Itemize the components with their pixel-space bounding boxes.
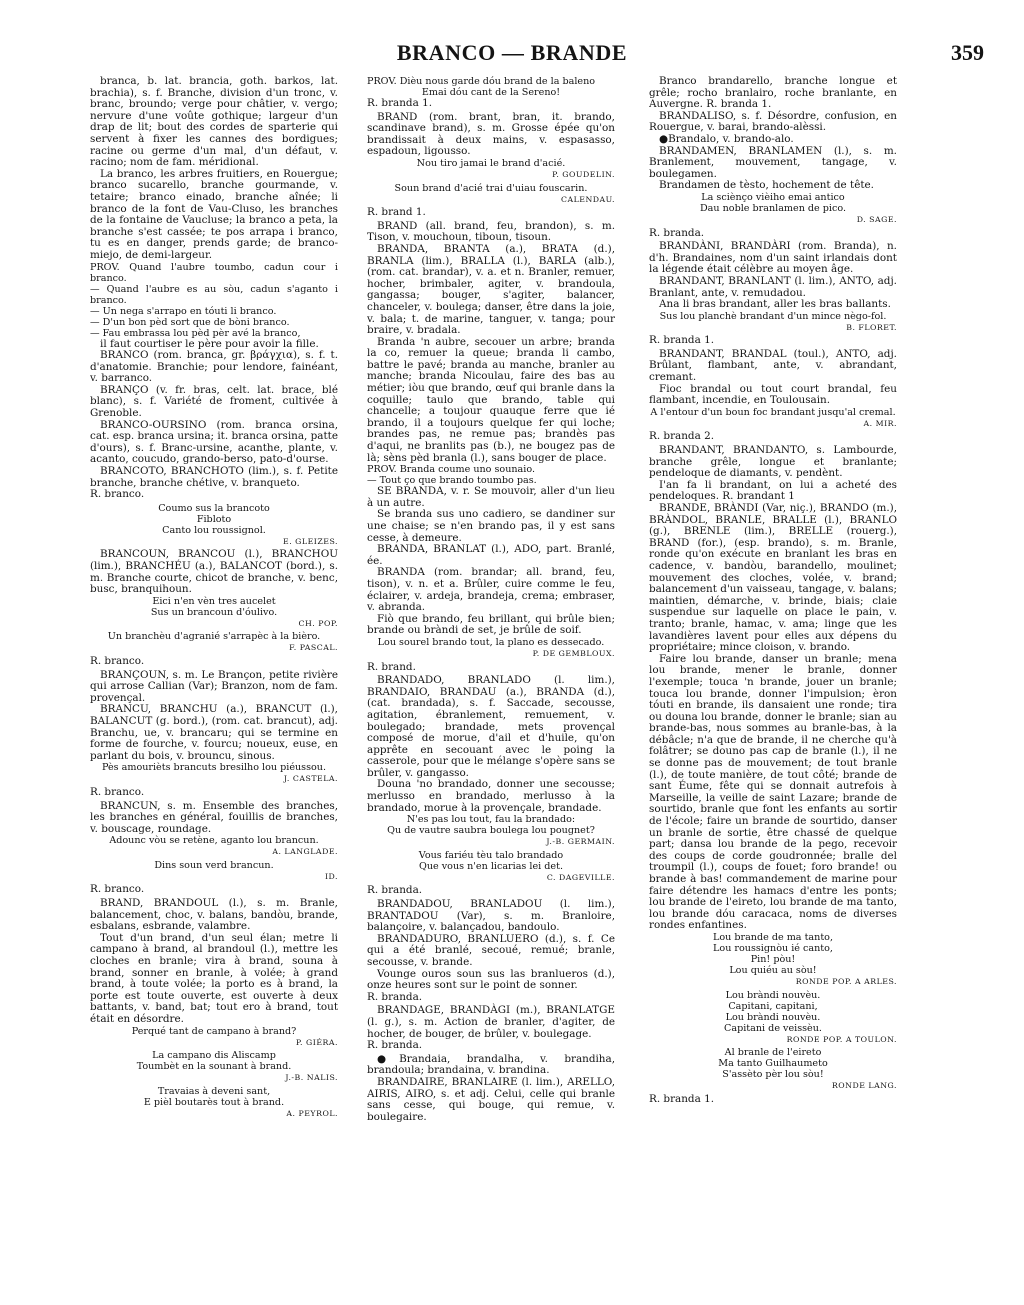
dictionary-source: RONDE POP. A ARLES. [795,976,897,986]
dictionary-ref: R. branco. [90,785,145,798]
dictionary-ref: R. branco. [90,883,145,896]
dictionary-entry: BRANDAIRE, BRANLAIRE (l. lim.), ARELLO, AIRIS, AIRO, s. et adj. Celui, celle qui branle sans cesse, qui bouge, qui remue, v. boulegaire. [367,1075,615,1123]
dictionary-entry: BRANDA, BRANLAT (l.), ADO, part. Branlé, ée. [367,543,615,567]
dictionary-proverb: PROV. Dièu nous garde dóu brand de la baleno [367,76,596,87]
dictionary-proverb: PROV. Branda coume uno sounaio. [367,464,536,476]
dictionary-entry: BRAND, BRANDOUL (l.), s. m. Branle, balancement, choc, v. balans, bandòu, brande, esbalans, esbrande, valambre. [90,897,338,933]
dictionary-source: ID. [324,871,338,881]
dictionary-source: D. SAGE. [856,214,897,224]
dictionary-quote: Lou quiéu au sòu! [729,964,817,976]
dictionary-quote: Pin! pòu! [750,953,796,965]
dictionary-entry: il faut courtiser le père pour avoir la fille. [100,337,319,350]
dictionary-entry: BRAND (all. brand, feu, brandon), s. m. Tison, v. mouchoun, tiboun, tisoun. [367,219,615,244]
dictionary-proverb: — Fau embrassa lou pèd pèr avé la branco, [90,327,301,339]
dictionary-ref: R. branco. [90,654,145,667]
dictionary-entry: Brandamen de tèsto, hochement de tête. [659,179,874,192]
dictionary-ref: R. brand 1. [367,206,426,219]
dictionary-source: J.-B. NALIS. [285,1073,338,1083]
dictionary-quote: Soun brand d'acié trai d'uiau fouscarin. [394,182,588,194]
dictionary-entry: BRANDANT, BRANDAL (toul.), ANTO, adj. Brûlant, flambant, ante, v. abrandant, cremant. [649,347,897,384]
dictionary-quote: Canto lou roussignol. [162,524,266,536]
dictionary-entry: BRANCOTO, BRANCHOTO (lim.), s. f. Petite branche, branche chétive, v. branqueto. [90,465,338,489]
dictionary-quote: Dau noble branlamen de pico. [699,202,847,214]
dictionary-quote: Nou tiro jamai le brand d'acié. [416,157,566,169]
dictionary-entry: BRANCO (rom. branca, gr. βράγχια), s. f. t. d'anatomie. Branchie; pour lendore, fainéant, v. barranco. [90,349,338,385]
dictionary-source: J.-B. GERMAIN. [546,837,615,847]
dictionary-entry: BRAND (rom. brant, bran, it. brando, scandinave brand), s. m. Grosse épée qu'on brandissait à deux mains, v. espasasso, espadoun, ligousso. [367,110,615,158]
dictionary-entry: BRANDA, BRANTA (a.), BRATA (d.), BRANLA (lim.), BRALLA (l.), BARLA (alb.), (rom. cat. brandar), v. a. et n. Branler, remuer, hocher, brimbaler, agiter, v. brandoula, gangassa; bouger, s'agiter, balancer, chanceler, v. boulega; danser, être dans la joie, v. bala; t. de marine, tanguer, v. tanga; pour braire, v. bradala. [367,242,615,337]
dictionary-entry: SE BRANDA, v. r. Se mouvoir, aller d'un lieu à un autre. [367,485,615,509]
dictionary-entry: BRANDAGE, BRANDÀGI (m.), BRANLATGE (l. g.), s. m. Action de branler, d'agiter, de hocher, de bouger, de brûler, v. boulegage. [367,1004,615,1040]
dictionary-ref: R. branda. [367,1039,423,1052]
dictionary-quote: Capitani de veissèu. [724,1022,822,1034]
dictionary-proverb: PROV. Quand l'aubre toumbo, cadun cour i branco. [90,261,338,284]
dictionary-entry: Se branda sus uno cadiero, se dandiner sur une chaise; se n'en brando pas, il y est sans cesse, à demeure. [367,508,615,544]
dictionary-quote: Adounc vòu se retène, aganto lou brancun. [109,835,319,847]
dictionary-quote: Que vous n'en licarias lei det. [418,860,563,872]
dictionary-quote: Sus lou planchè brandant d'un mince nègo-fol. [659,310,887,322]
dictionary-proverb: — D'un bon pèd sort que de bòni branco. [90,316,290,328]
dictionary-source: A. PEYROL. [286,1108,338,1118]
dictionary-entry: BRANDANT, BRANLANT (l. lim.), ANTO, adj. Branlant, ante, v. remudadou. [649,274,897,299]
dictionary-entry: BRANDE, BRÀNDI (Var, niç.), BRANDO (m.), BRÀNDOL, BRANLE, BRALLE (l.), BRANLO (g.), BRENLE (lim.), BRELLE (rouerg.), BRAND (for.), (esp. brando), s. m. Branle, ronde qu'on exécute en branlant les bras en cadence, v. bandòu, barandello, moulinet; mouvement des cloches, volée, v. brand; balancement d'un vaisseau, tangage, v. balans; maintien, démarche, v. brinde, biais; claie suspendue sur laquelle on place le pain, v. tranto; branle, hamac, v. ama; linge que les lavandières lavent pour elles aux dépens du propriétaire; mince cloison, v. brando. [649,502,897,654]
dictionary-source: RONDE POP. A TOULON. [786,1034,897,1044]
dictionary-ref: R. branda. [649,226,705,239]
dictionary-quote: Capitani, capitani, [728,1000,818,1012]
dictionary-entry: BRANDADOU, BRANLADOU (l. lim.), BRANTADOU (Var), s. m. Branloire, balançoire, v. balançadou, bandoulo. [367,898,615,934]
dictionary-entry: BRANCOUN, BRANCOU (l.), BRANCHOU (lim.), BRANCHÉU (a.), BALANCOT (bord.), s. m. Branche courte, chicot de branche, v. benc, busc, branquihoun. [90,548,338,596]
dictionary-entry: La branco, les arbres fruitiers, en Rouergue; branco sucarello, branche gourmande, v. tetaire; branco einado, branche aînée; li branco de la font de Vau-Cluso, les branches de la fontaine de Vaucluse; la branco a peta, la branche s'est cassée; te pos arrapa i branco, tu es en danger, prends garde; de branco-miejo, de demi-largeur. [90,167,338,261]
dictionary-entry: Ana li bras brandant, aller les bras ballants. [659,298,891,311]
dictionary-ref: R. brand. [367,660,416,673]
dictionary-source: P. GOUDELIN. [552,169,615,179]
dictionary-quote: S'assèto pèr lou sòu! [722,1069,824,1081]
dictionary-quote: N'es pas lou tout, fau la brandado: [406,814,576,826]
dictionary-source: B. FLORET. [846,322,897,332]
dictionary-entry: BRANDADO, BRANLADO (l. lim.), BRANDAIO, BRANDAU (a.), BRANDA (d.), (cat. brandada), s. f. Saccade, secousse, agitation, ébranlement, remuement, v. boulegado; brandade, mets provençal composé de morue, d'ail et d'huile, qu'on apprête en secouant avec le poing la casserole, pour que le mélange s'opère sans se brûler, v. gangasso. [367,674,615,779]
dictionary-entry: BRANDALISO, s. f. Désordre, confusion, en Rouergue, v. barai, brando-alèssi. [649,109,897,134]
dictionary-entry: Branco brandarello, branche longue et grêle; rocho branlairo, roche branlante, en Auvergne. R. branda 1. [649,76,897,111]
dictionary-entry: Fioc brandal ou tout court brandal, feu flambant, incendie, en Toulousain. [649,382,897,407]
dictionary-entry: Faire lou brande, danser un branle; mena lou brande, mener le branle, donner l'exemple; touca 'n brande, jouer un branle; touca lou brande, donner l'impulsion; èron tóuti en brande, ils dansaient une ronde; tira ou douna lou brande, donner le branle; sian au brande-bas, nous sommes au branle-bas, à la débâcle; n'a que de brande, il ne cherche qu'à folâtrer; se douno pas cap de branle (l.), il ne se donne pas de mouvement; de tout branle (l.), de toute manière, de tout côté; brande de sant Éume, fête qui se donnait autrefois à Marseille, la veille de saint Lazare; brande de sourtido, branle que font les enfants au sortir de l'école; faire un brande de sourtido, danser un branle de sortie, être chassé de quelque part; dansa lou brande de la pego, recevoir des coups de corde goudronnée; bralle del troumpil (l.), coups de fouet; foro brande! ou brande à bas! commandement de marine pour faire détendre les hamacs d'entre les ponts; lou brande de l'eireto, lou brande de ma tanto, lou brande dóu caracaca, noms de diverses rondes enfantines. [649,652,897,932]
dictionary-entry: BRANDÀNI, BRANDÀRI (rom. Branda), n. d'h. Brandaines, nom d'un saint irlandais dont la légende était célèbre au moyen âge. [649,240,897,276]
dictionary-ref: R. branda 1. [649,1092,714,1105]
dictionary-source: J. CASTELA. [283,774,338,784]
dictionary-quote: Vous fariéu tèu talo brandado [418,849,564,861]
dictionary-proverb: — Quand l'aubre es au sòu, cadun s'aganto i branco. [90,283,338,306]
dictionary-source: A. LANGLADE. [272,847,338,857]
dictionary-entry: branca, b. lat. brancia, goth. barkos, lat. brachia), s. f. Branche, division d'un tronc, v. branc, broundo; verge pour châtier, v. vergo; nervure d'une voûte gothique; largeur d'un drap de lit; bout des cordes de sparterie qui servent à fixer les cannes des bordigues; racine ou germe d'un mal, d'un défaut, v. racino; nom de fam. méridional. [90,76,338,169]
page-number: 359 [951,40,984,65]
dictionary-quote: Fibloto [196,513,232,525]
dictionary-quote: Perqué tant de campano à brand? [131,1025,297,1037]
dictionary-entry: BRANDADURO, BRANLUERO (d.), s. f. Ce qui a été branlé, secoué, remué; branle, secousse, v. brande. [367,932,615,968]
dictionary-entry: Douna 'no brandado, donner une secousse; merlusso en brandado, merlusso à la brandado, morue à la provençale, brandade. [367,778,615,814]
dictionary-ref: R. branda 2. [649,430,714,443]
dictionary-quote: Lou bràndi nouvèu. [725,989,821,1001]
running-title: BRANCO — BRANDE [396,40,628,65]
dictionary-quote: Toumbèt en la sounant à brand. [136,1061,292,1073]
dictionary-entry: BRANDANT, BRANDANTO, s. Lambourde, branche grêle, longue et branlante; pendeloque de diamants, v. pendènt. [649,444,897,480]
dictionary-entry: Vounge ouros soun sus las branlueros (d.), onze heures sont sur le point de sonner. [367,967,615,992]
dictionary-quote: Travaias à deveni sant, [157,1085,271,1097]
dictionary-quote: La sciènço vièiho emai antico [701,191,845,203]
dictionary-source: E. GLEIZES. [283,536,338,546]
dictionary-entry: ●Brandalo, v. brando-alo. [659,132,794,145]
dictionary-source: A. MIR. [863,418,897,428]
dictionary-quote: Emai dóu cant de la Sereno! [421,87,561,98]
dictionary-source: P. GIÉRA. [295,1037,338,1047]
dictionary-quote: Lou roussignòu ié canto, [713,942,833,954]
dictionary-quote: Qu de vautre saubra boulega lou pougnet? [387,825,595,837]
column-middle [367,76,615,1291]
dictionary-entry: BRANCU, BRANCHU (a.), BRANCUT (l.), BALANCUT (g. bord.), (rom. cat. brancut), adj. Branchu, ue, v. brancaru; qui se termine en forme de fourche, v. fourcu; noueux, euse, en parlant du bois, v. brouncu, sinous. [90,703,338,762]
dictionary-proverb: — Tout ço que brando toumbo pas. [367,475,537,487]
dictionary-entry: ●Brandaia, brandalha, v. brandiha, brandoula; brandaina, v. brandina. [367,1052,615,1077]
dictionary-entry: BRANCUN, s. m. Ensemble des branches, les branches en général, fouillis de branches, v. bouscage, roundage. [90,799,338,835]
dictionary-proverb: — Un nega s'arrapo en tóuti li branco. [90,305,277,317]
column-left [90,76,338,1291]
dictionary-ref: R. branda. [367,884,423,897]
dictionary-source: F. PASCAL. [289,643,338,653]
dictionary-entry: BRANÇOUN, s. m. Le Brançon, petite rivière qui arrose Callian (Var); Branzon, nom de fam. provençal. [90,668,338,704]
dictionary-entry: BRANDA (rom. brandar; all. brand, feu, tison), v. n. et a. Brûler, cuire comme le feu, éclairer, v. ardeja, brandeja, crema; embraser, v. abranda. [367,566,615,614]
dictionary-quote: A l'entour d'un boun foc brandant jusqu'al cremal. [650,406,896,418]
dictionary-entry: BRANDAMEN, BRANLAMEN (l.), s. m. Branlement, mouvement, tangage, v. boulegamen. [649,144,897,180]
dictionary-quote: Sus un brancoun d'óulivo. [150,606,278,618]
dictionary-source: CH. POP. [298,618,338,628]
dictionary-quote: E pièl boutarès tout à brand. [143,1096,285,1108]
dictionary-ref: R. branda 1. [649,334,714,347]
dictionary-quote: Lou sourel brando tout, la plano es dessecado. [377,636,605,648]
dictionary-ref: R. branco. [90,488,145,501]
dictionary-entry: Tout d'un brand, d'un seul élan; metre li campano à brand, al brandoul (l.), mettre les cloches en branle; vira à brand, souna à brand, sonner en branle, à volée; à grand brand, à toute volée; la porto es à brand, la porte est toute ouverte, est ouverte à deux battants, v. band, bat; tout ero à brand, tout était en désordre. [90,931,338,1025]
dictionary-ref: R. branda. [367,990,423,1003]
dictionary-entry: I'an fa li brandant, on lui a acheté des pendeloques. R. brandant 1 [649,478,897,503]
dictionary-quote: Ma tanto Guilhaumeto [718,1058,828,1070]
dictionary-quote: Pès amourièts brancuts bresilho lou piéussou. [101,762,327,774]
dictionary-entry: Branda 'n aubre, secouer un arbre; branda la co, remuer la queue; branda li cambo, battre le pavé; branda au manche, branler au manche; branda Nicoulau, faire des bas au métier; iòu que brando, œuf qui branle dans la coquille; taulo que brando, table qui chancelle; a toujour quauque ferre que ié brando, il a toujours quelque fer qui loche; brandes pas, ne remue pas; brandès pas d'aqui, ne branlits pas (b.), ne bougez pas de là; sèns pèd branla (l.), sans bouger de place. [367,335,615,464]
dictionary-quote: Eici n'en vèn tres aucelet [152,595,276,607]
dictionary-quote: Lou brande de ma tanto, [712,931,834,943]
dictionary-source: RONDE LANG. [831,1081,897,1091]
dictionary-quote: Coumo sus la brancoto [158,502,270,514]
dictionary-quote: Al branle de l'eireto [724,1047,822,1059]
dictionary-quote: Lou bràndi nouvèu. [725,1011,821,1023]
column-right [649,76,897,1291]
dictionary-source: C. DAGEVILLE. [546,872,615,882]
dictionary-quote: Dins soun verd brancun. [154,859,274,871]
dictionary-entry: Fiò que brando, feu brillant, qui brûle bien; brande ou bràndi de set, je brûle de soif. [367,612,615,637]
dictionary-source: P. DE GEMBLOUX. [532,648,615,658]
dictionary-quote: Un branchèu d'agranié s'arrapèc à la bièro. [107,631,321,643]
dictionary-quote: La campano dis Aliscamp [152,1050,276,1062]
dictionary-entry: BRANÇO (v. fr. bras, celt. lat. brace, blé blanc), s. f. Variété de froment, cultivée à Grenoble. [90,383,338,420]
dictionary-ref: R. branda 1. [367,97,432,109]
dictionary-entry: BRANCO-OURSINO (rom. branca orsina, cat. esp. branca ursina; it. branca orsina, patte d'ours), s. f. Branc-ursine, acanthe, plante, v. acanto, coucudo, grando-berso, pato-d'ourse. [90,418,338,466]
dictionary-source: CALENDAU. [560,194,615,204]
